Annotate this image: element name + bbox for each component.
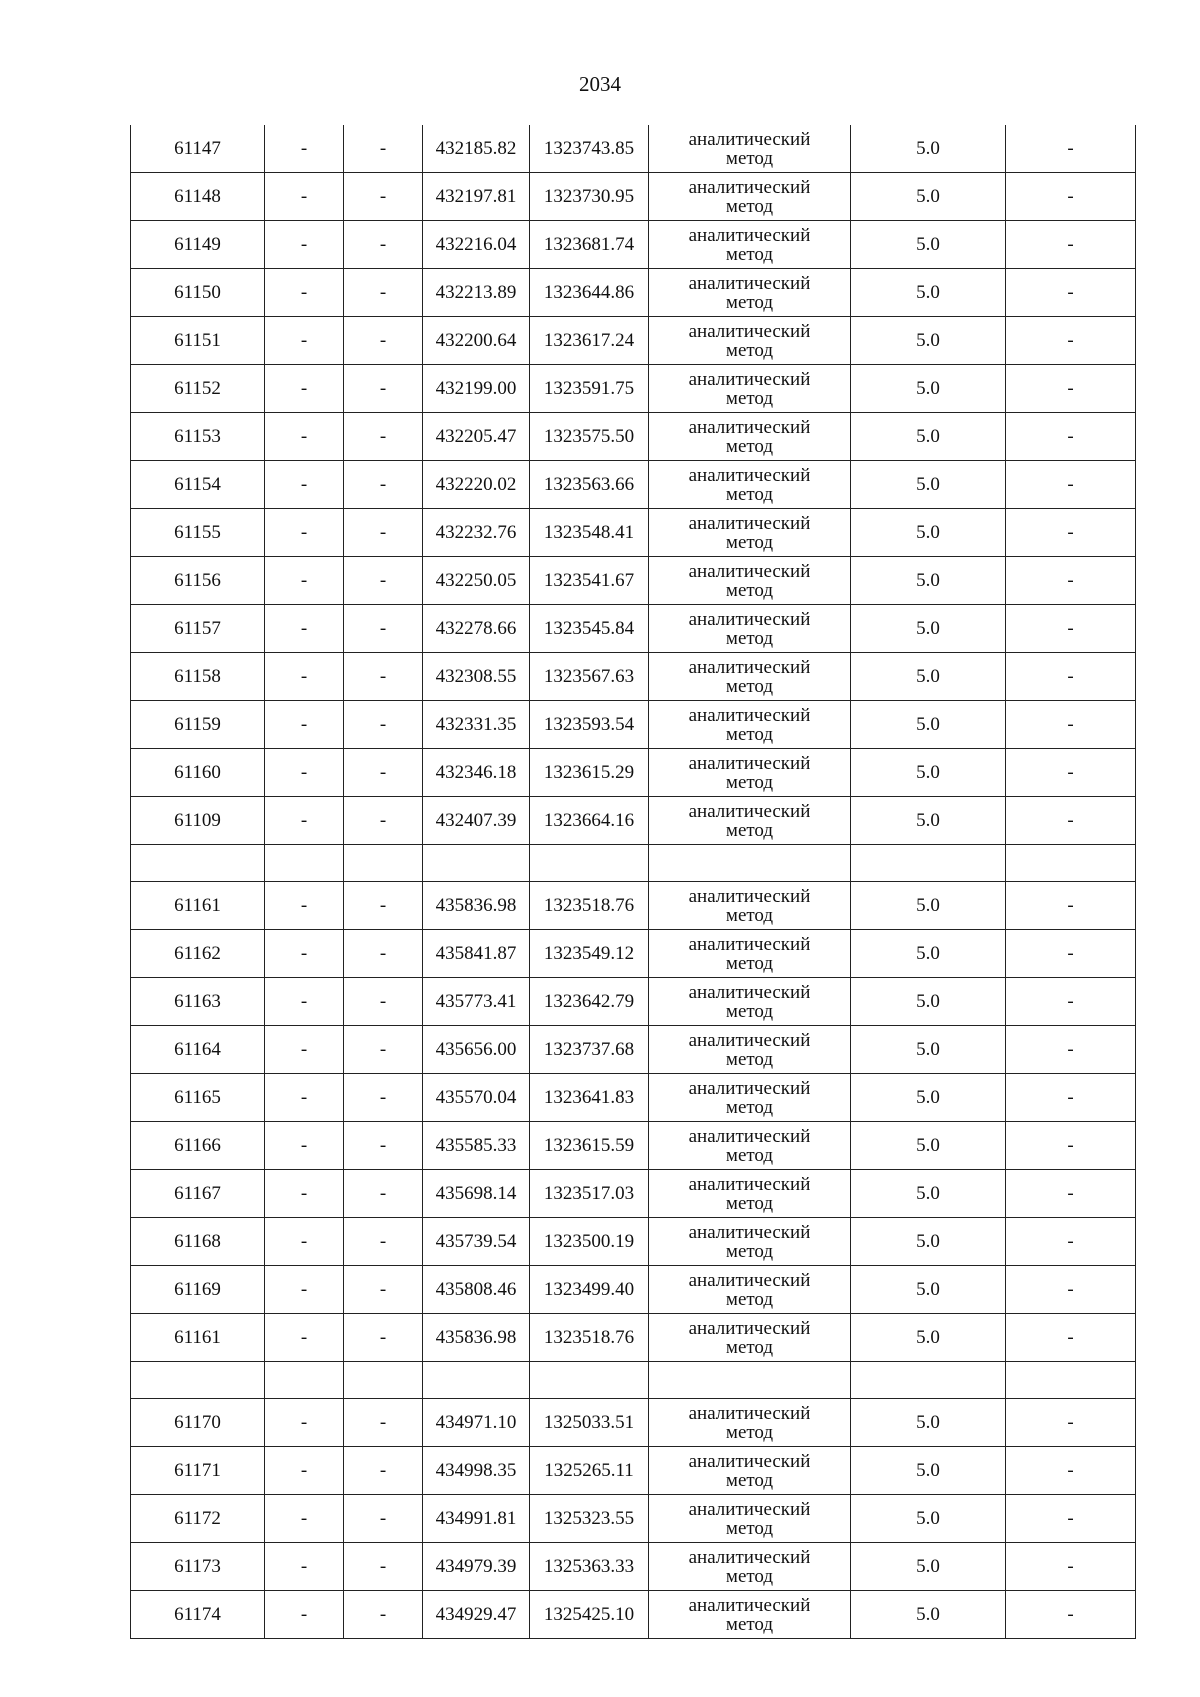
y-coordinate-cell: 1323517.03 <box>530 1170 649 1218</box>
table-row <box>131 461 1136 509</box>
x-coordinate-cell: 435836.98 <box>423 882 530 930</box>
accuracy-cell: 5.0 <box>851 1122 1006 1170</box>
table-row <box>131 1122 1136 1170</box>
accuracy-cell <box>851 1362 1006 1399</box>
accuracy-cell: 5.0 <box>851 1314 1006 1362</box>
y-coordinate-cell: 1325033.51 <box>530 1399 649 1447</box>
table-row <box>131 509 1136 557</box>
point-number-cell: 61148 <box>131 173 265 221</box>
accuracy-cell: 5.0 <box>851 413 1006 461</box>
y-coordinate-cell: 1323615.29 <box>530 749 649 797</box>
empty-col-3-cell: - <box>344 1399 423 1447</box>
empty-col-3-cell: - <box>344 749 423 797</box>
method-cell: аналитический метод <box>649 749 851 797</box>
y-coordinate-cell: 1325323.55 <box>530 1495 649 1543</box>
empty-col-3-cell: - <box>344 882 423 930</box>
empty-col-3-cell: - <box>344 1218 423 1266</box>
x-coordinate-cell: 434991.81 <box>423 1495 530 1543</box>
empty-col-3-cell: - <box>344 413 423 461</box>
empty-col-3-cell: - <box>344 1074 423 1122</box>
method-cell: аналитический метод <box>649 797 851 845</box>
description-cell: - <box>1006 749 1136 797</box>
empty-col-3-cell: - <box>344 1447 423 1495</box>
point-number-cell: 61166 <box>131 1122 265 1170</box>
accuracy-cell: 5.0 <box>851 930 1006 978</box>
x-coordinate-cell: 435698.14 <box>423 1170 530 1218</box>
description-cell: - <box>1006 365 1136 413</box>
x-coordinate-cell: 435585.33 <box>423 1122 530 1170</box>
description-cell: - <box>1006 1266 1136 1314</box>
empty-col-2-cell: - <box>265 1543 344 1591</box>
accuracy-cell: 5.0 <box>851 461 1006 509</box>
accuracy-cell: 5.0 <box>851 269 1006 317</box>
accuracy-cell: 5.0 <box>851 221 1006 269</box>
method-cell: аналитический метод <box>649 1447 851 1495</box>
empty-col-3-cell: - <box>344 930 423 978</box>
table-row <box>131 1218 1136 1266</box>
table-row <box>131 1074 1136 1122</box>
y-coordinate-cell: 1323548.41 <box>530 509 649 557</box>
table-spacer-row <box>131 1362 1136 1399</box>
y-coordinate-cell: 1323518.76 <box>530 882 649 930</box>
method-cell: аналитический метод <box>649 317 851 365</box>
x-coordinate-cell: 435570.04 <box>423 1074 530 1122</box>
empty-col-3-cell <box>344 1362 423 1399</box>
method-cell: аналитический метод <box>649 653 851 701</box>
y-coordinate-cell: 1323563.66 <box>530 461 649 509</box>
y-coordinate-cell: 1323575.50 <box>530 413 649 461</box>
empty-col-3-cell: - <box>344 1543 423 1591</box>
description-cell: - <box>1006 1495 1136 1543</box>
method-cell: аналитический метод <box>649 509 851 557</box>
method-cell: аналитический метод <box>649 125 851 173</box>
empty-col-3-cell: - <box>344 509 423 557</box>
table-row <box>131 978 1136 1026</box>
x-coordinate-cell: 435773.41 <box>423 978 530 1026</box>
empty-col-2-cell: - <box>265 173 344 221</box>
x-coordinate-cell <box>423 845 530 882</box>
description-cell: - <box>1006 1122 1136 1170</box>
accuracy-cell: 5.0 <box>851 653 1006 701</box>
description-cell: - <box>1006 978 1136 1026</box>
empty-col-2-cell: - <box>265 557 344 605</box>
table-row <box>131 317 1136 365</box>
empty-col-2-cell: - <box>265 1399 344 1447</box>
description-cell: - <box>1006 930 1136 978</box>
method-cell: аналитический метод <box>649 1591 851 1639</box>
y-coordinate-cell: 1323593.54 <box>530 701 649 749</box>
x-coordinate-cell: 432213.89 <box>423 269 530 317</box>
empty-col-3-cell: - <box>344 173 423 221</box>
description-cell: - <box>1006 1218 1136 1266</box>
y-coordinate-cell: 1323615.59 <box>530 1122 649 1170</box>
accuracy-cell: 5.0 <box>851 1170 1006 1218</box>
empty-col-3-cell: - <box>344 1122 423 1170</box>
table-row <box>131 1543 1136 1591</box>
point-number-cell: 61168 <box>131 1218 265 1266</box>
description-cell: - <box>1006 1543 1136 1591</box>
y-coordinate-cell: 1323642.79 <box>530 978 649 1026</box>
table-row <box>131 701 1136 749</box>
y-coordinate-cell: 1323500.19 <box>530 1218 649 1266</box>
method-cell: аналитический метод <box>649 413 851 461</box>
description-cell: - <box>1006 653 1136 701</box>
y-coordinate-cell: 1323567.63 <box>530 653 649 701</box>
point-number-cell: 61163 <box>131 978 265 1026</box>
table-row <box>131 653 1136 701</box>
point-number-cell: 61151 <box>131 317 265 365</box>
description-cell: - <box>1006 1447 1136 1495</box>
point-number-cell: 61165 <box>131 1074 265 1122</box>
point-number-cell <box>131 845 265 882</box>
description-cell: - <box>1006 1074 1136 1122</box>
description-cell: - <box>1006 221 1136 269</box>
method-cell: аналитический метод <box>649 173 851 221</box>
x-coordinate-cell: 432216.04 <box>423 221 530 269</box>
point-number-cell: 61174 <box>131 1591 265 1639</box>
y-coordinate-cell: 1323541.67 <box>530 557 649 605</box>
empty-col-3-cell: - <box>344 557 423 605</box>
empty-col-2-cell: - <box>265 882 344 930</box>
method-cell <box>649 845 851 882</box>
accuracy-cell: 5.0 <box>851 1074 1006 1122</box>
x-coordinate-cell: 435836.98 <box>423 1314 530 1362</box>
empty-col-2-cell: - <box>265 797 344 845</box>
point-number-cell: 61152 <box>131 365 265 413</box>
table-row <box>131 125 1136 173</box>
x-coordinate-cell: 434971.10 <box>423 1399 530 1447</box>
x-coordinate-cell: 435656.00 <box>423 1026 530 1074</box>
empty-col-3-cell: - <box>344 1266 423 1314</box>
accuracy-cell: 5.0 <box>851 978 1006 1026</box>
y-coordinate-cell: 1323644.86 <box>530 269 649 317</box>
y-coordinate-cell <box>530 1362 649 1399</box>
accuracy-cell: 5.0 <box>851 1495 1006 1543</box>
empty-col-3-cell: - <box>344 1495 423 1543</box>
x-coordinate-cell: 432197.81 <box>423 173 530 221</box>
y-coordinate-cell <box>530 845 649 882</box>
table-row <box>131 749 1136 797</box>
empty-col-2-cell: - <box>265 978 344 1026</box>
point-number-cell: 61160 <box>131 749 265 797</box>
y-coordinate-cell: 1323518.76 <box>530 1314 649 1362</box>
table-row <box>131 221 1136 269</box>
description-cell: - <box>1006 1314 1136 1362</box>
y-coordinate-cell: 1323737.68 <box>530 1026 649 1074</box>
x-coordinate-cell: 435739.54 <box>423 1218 530 1266</box>
empty-col-2-cell: - <box>265 365 344 413</box>
empty-col-3-cell: - <box>344 1591 423 1639</box>
method-cell: аналитический метод <box>649 978 851 1026</box>
empty-col-2-cell: - <box>265 317 344 365</box>
accuracy-cell: 5.0 <box>851 605 1006 653</box>
point-number-cell: 61170 <box>131 1399 265 1447</box>
empty-col-3-cell: - <box>344 269 423 317</box>
empty-col-2-cell: - <box>265 509 344 557</box>
empty-col-2-cell: - <box>265 1495 344 1543</box>
empty-col-2-cell: - <box>265 701 344 749</box>
method-cell: аналитический метод <box>649 557 851 605</box>
empty-col-2-cell: - <box>265 221 344 269</box>
accuracy-cell: 5.0 <box>851 125 1006 173</box>
y-coordinate-cell: 1323499.40 <box>530 1266 649 1314</box>
x-coordinate-cell: 434979.39 <box>423 1543 530 1591</box>
method-cell: аналитический метод <box>649 701 851 749</box>
empty-col-2-cell: - <box>265 125 344 173</box>
point-number-cell: 61172 <box>131 1495 265 1543</box>
y-coordinate-cell: 1323641.83 <box>530 1074 649 1122</box>
table-row <box>131 797 1136 845</box>
table-row <box>131 1266 1136 1314</box>
method-cell: аналитический метод <box>649 221 851 269</box>
empty-col-2-cell: - <box>265 1122 344 1170</box>
point-number-cell: 61155 <box>131 509 265 557</box>
table-row <box>131 1591 1136 1639</box>
description-cell: - <box>1006 461 1136 509</box>
x-coordinate-cell: 432185.82 <box>423 125 530 173</box>
description-cell: - <box>1006 269 1136 317</box>
table-row <box>131 413 1136 461</box>
y-coordinate-cell: 1323681.74 <box>530 221 649 269</box>
point-number-cell: 61164 <box>131 1026 265 1074</box>
empty-col-3-cell: - <box>344 797 423 845</box>
table-row <box>131 1447 1136 1495</box>
empty-col-2-cell: - <box>265 1266 344 1314</box>
x-coordinate-cell <box>423 1362 530 1399</box>
description-cell: - <box>1006 509 1136 557</box>
table-body <box>131 125 1136 1639</box>
description-cell: - <box>1006 701 1136 749</box>
y-coordinate-cell: 1323549.12 <box>530 930 649 978</box>
point-number-cell: 61161 <box>131 882 265 930</box>
x-coordinate-cell: 432220.02 <box>423 461 530 509</box>
point-number-cell: 61147 <box>131 125 265 173</box>
method-cell: аналитический метод <box>649 1314 851 1362</box>
description-cell: - <box>1006 413 1136 461</box>
method-cell: аналитический метод <box>649 365 851 413</box>
point-number-cell: 61162 <box>131 930 265 978</box>
empty-col-2-cell: - <box>265 413 344 461</box>
method-cell: аналитический метод <box>649 461 851 509</box>
accuracy-cell: 5.0 <box>851 509 1006 557</box>
y-coordinate-cell: 1323617.24 <box>530 317 649 365</box>
point-number-cell: 61156 <box>131 557 265 605</box>
point-number-cell: 61157 <box>131 605 265 653</box>
coordinates-table <box>130 125 1136 1639</box>
table-row <box>131 269 1136 317</box>
empty-col-2-cell: - <box>265 749 344 797</box>
table-row <box>131 930 1136 978</box>
x-coordinate-cell: 432250.05 <box>423 557 530 605</box>
description-cell: - <box>1006 557 1136 605</box>
table-row <box>131 365 1136 413</box>
empty-col-3-cell: - <box>344 1026 423 1074</box>
y-coordinate-cell: 1323545.84 <box>530 605 649 653</box>
empty-col-2-cell: - <box>265 1218 344 1266</box>
y-coordinate-cell: 1325265.11 <box>530 1447 649 1495</box>
method-cell: аналитический метод <box>649 1074 851 1122</box>
method-cell: аналитический метод <box>649 269 851 317</box>
empty-col-3-cell: - <box>344 653 423 701</box>
table-row <box>131 1026 1136 1074</box>
point-number-cell <box>131 1362 265 1399</box>
table-row <box>131 605 1136 653</box>
x-coordinate-cell: 432346.18 <box>423 749 530 797</box>
empty-col-2-cell: - <box>265 930 344 978</box>
description-cell: - <box>1006 1591 1136 1639</box>
method-cell: аналитический метод <box>649 605 851 653</box>
description-cell: - <box>1006 1399 1136 1447</box>
empty-col-3-cell: - <box>344 701 423 749</box>
accuracy-cell: 5.0 <box>851 557 1006 605</box>
point-number-cell: 61159 <box>131 701 265 749</box>
x-coordinate-cell: 434929.47 <box>423 1591 530 1639</box>
table-row <box>131 1399 1136 1447</box>
point-number-cell: 61169 <box>131 1266 265 1314</box>
empty-col-3-cell: - <box>344 317 423 365</box>
empty-col-2-cell: - <box>265 269 344 317</box>
empty-col-2-cell: - <box>265 1074 344 1122</box>
accuracy-cell: 5.0 <box>851 701 1006 749</box>
table-row <box>131 557 1136 605</box>
x-coordinate-cell: 432200.64 <box>423 317 530 365</box>
accuracy-cell: 5.0 <box>851 1026 1006 1074</box>
table-row <box>131 173 1136 221</box>
empty-col-2-cell: - <box>265 1591 344 1639</box>
accuracy-cell: 5.0 <box>851 882 1006 930</box>
point-number-cell: 61161 <box>131 1314 265 1362</box>
point-number-cell: 61154 <box>131 461 265 509</box>
accuracy-cell: 5.0 <box>851 1218 1006 1266</box>
empty-col-3-cell: - <box>344 365 423 413</box>
accuracy-cell: 5.0 <box>851 317 1006 365</box>
empty-col-3-cell: - <box>344 221 423 269</box>
description-cell: - <box>1006 317 1136 365</box>
empty-col-3-cell: - <box>344 1170 423 1218</box>
point-number-cell: 61149 <box>131 221 265 269</box>
method-cell: аналитический метод <box>649 1170 851 1218</box>
empty-col-2-cell <box>265 1362 344 1399</box>
empty-col-3-cell: - <box>344 125 423 173</box>
point-number-cell: 61158 <box>131 653 265 701</box>
accuracy-cell: 5.0 <box>851 1543 1006 1591</box>
table-row <box>131 1495 1136 1543</box>
accuracy-cell <box>851 845 1006 882</box>
x-coordinate-cell: 432407.39 <box>423 797 530 845</box>
accuracy-cell: 5.0 <box>851 173 1006 221</box>
method-cell: аналитический метод <box>649 1495 851 1543</box>
x-coordinate-cell: 432232.76 <box>423 509 530 557</box>
x-coordinate-cell: 434998.35 <box>423 1447 530 1495</box>
y-coordinate-cell: 1323664.16 <box>530 797 649 845</box>
point-number-cell: 61167 <box>131 1170 265 1218</box>
method-cell: аналитический метод <box>649 1026 851 1074</box>
description-cell: - <box>1006 605 1136 653</box>
y-coordinate-cell: 1325363.33 <box>530 1543 649 1591</box>
empty-col-3-cell: - <box>344 461 423 509</box>
accuracy-cell: 5.0 <box>851 1399 1006 1447</box>
accuracy-cell: 5.0 <box>851 797 1006 845</box>
description-cell <box>1006 1362 1136 1399</box>
empty-col-2-cell: - <box>265 1447 344 1495</box>
table-row <box>131 1170 1136 1218</box>
method-cell: аналитический метод <box>649 1122 851 1170</box>
empty-col-2-cell <box>265 845 344 882</box>
point-number-cell: 61171 <box>131 1447 265 1495</box>
method-cell: аналитический метод <box>649 930 851 978</box>
x-coordinate-cell: 432308.55 <box>423 653 530 701</box>
description-cell: - <box>1006 1026 1136 1074</box>
method-cell: аналитический метод <box>649 1266 851 1314</box>
point-number-cell: 61109 <box>131 797 265 845</box>
x-coordinate-cell: 432331.35 <box>423 701 530 749</box>
empty-col-2-cell: - <box>265 1314 344 1362</box>
empty-col-3-cell <box>344 845 423 882</box>
page-number: 2034 <box>579 72 621 96</box>
description-cell: - <box>1006 797 1136 845</box>
x-coordinate-cell: 432278.66 <box>423 605 530 653</box>
description-cell: - <box>1006 882 1136 930</box>
accuracy-cell: 5.0 <box>851 1447 1006 1495</box>
y-coordinate-cell: 1323743.85 <box>530 125 649 173</box>
point-number-cell: 61173 <box>131 1543 265 1591</box>
empty-col-2-cell: - <box>265 1026 344 1074</box>
point-number-cell: 61153 <box>131 413 265 461</box>
x-coordinate-cell: 435841.87 <box>423 930 530 978</box>
x-coordinate-cell: 432199.00 <box>423 365 530 413</box>
x-coordinate-cell: 432205.47 <box>423 413 530 461</box>
description-cell <box>1006 845 1136 882</box>
table-spacer-row <box>131 845 1136 882</box>
accuracy-cell: 5.0 <box>851 1266 1006 1314</box>
y-coordinate-cell: 1323591.75 <box>530 365 649 413</box>
empty-col-2-cell: - <box>265 653 344 701</box>
method-cell: аналитический метод <box>649 1218 851 1266</box>
method-cell: аналитический метод <box>649 882 851 930</box>
description-cell: - <box>1006 173 1136 221</box>
description-cell: - <box>1006 125 1136 173</box>
x-coordinate-cell: 435808.46 <box>423 1266 530 1314</box>
empty-col-3-cell: - <box>344 978 423 1026</box>
table-row <box>131 1314 1136 1362</box>
method-cell <box>649 1362 851 1399</box>
empty-col-2-cell: - <box>265 605 344 653</box>
empty-col-2-cell: - <box>265 461 344 509</box>
table-row <box>131 882 1136 930</box>
accuracy-cell: 5.0 <box>851 1591 1006 1639</box>
empty-col-3-cell: - <box>344 605 423 653</box>
point-number-cell: 61150 <box>131 269 265 317</box>
description-cell: - <box>1006 1170 1136 1218</box>
y-coordinate-cell: 1323730.95 <box>530 173 649 221</box>
accuracy-cell: 5.0 <box>851 749 1006 797</box>
empty-col-2-cell: - <box>265 1170 344 1218</box>
y-coordinate-cell: 1325425.10 <box>530 1591 649 1639</box>
method-cell: аналитический метод <box>649 1399 851 1447</box>
accuracy-cell: 5.0 <box>851 365 1006 413</box>
method-cell: аналитический метод <box>649 1543 851 1591</box>
empty-col-3-cell: - <box>344 1314 423 1362</box>
